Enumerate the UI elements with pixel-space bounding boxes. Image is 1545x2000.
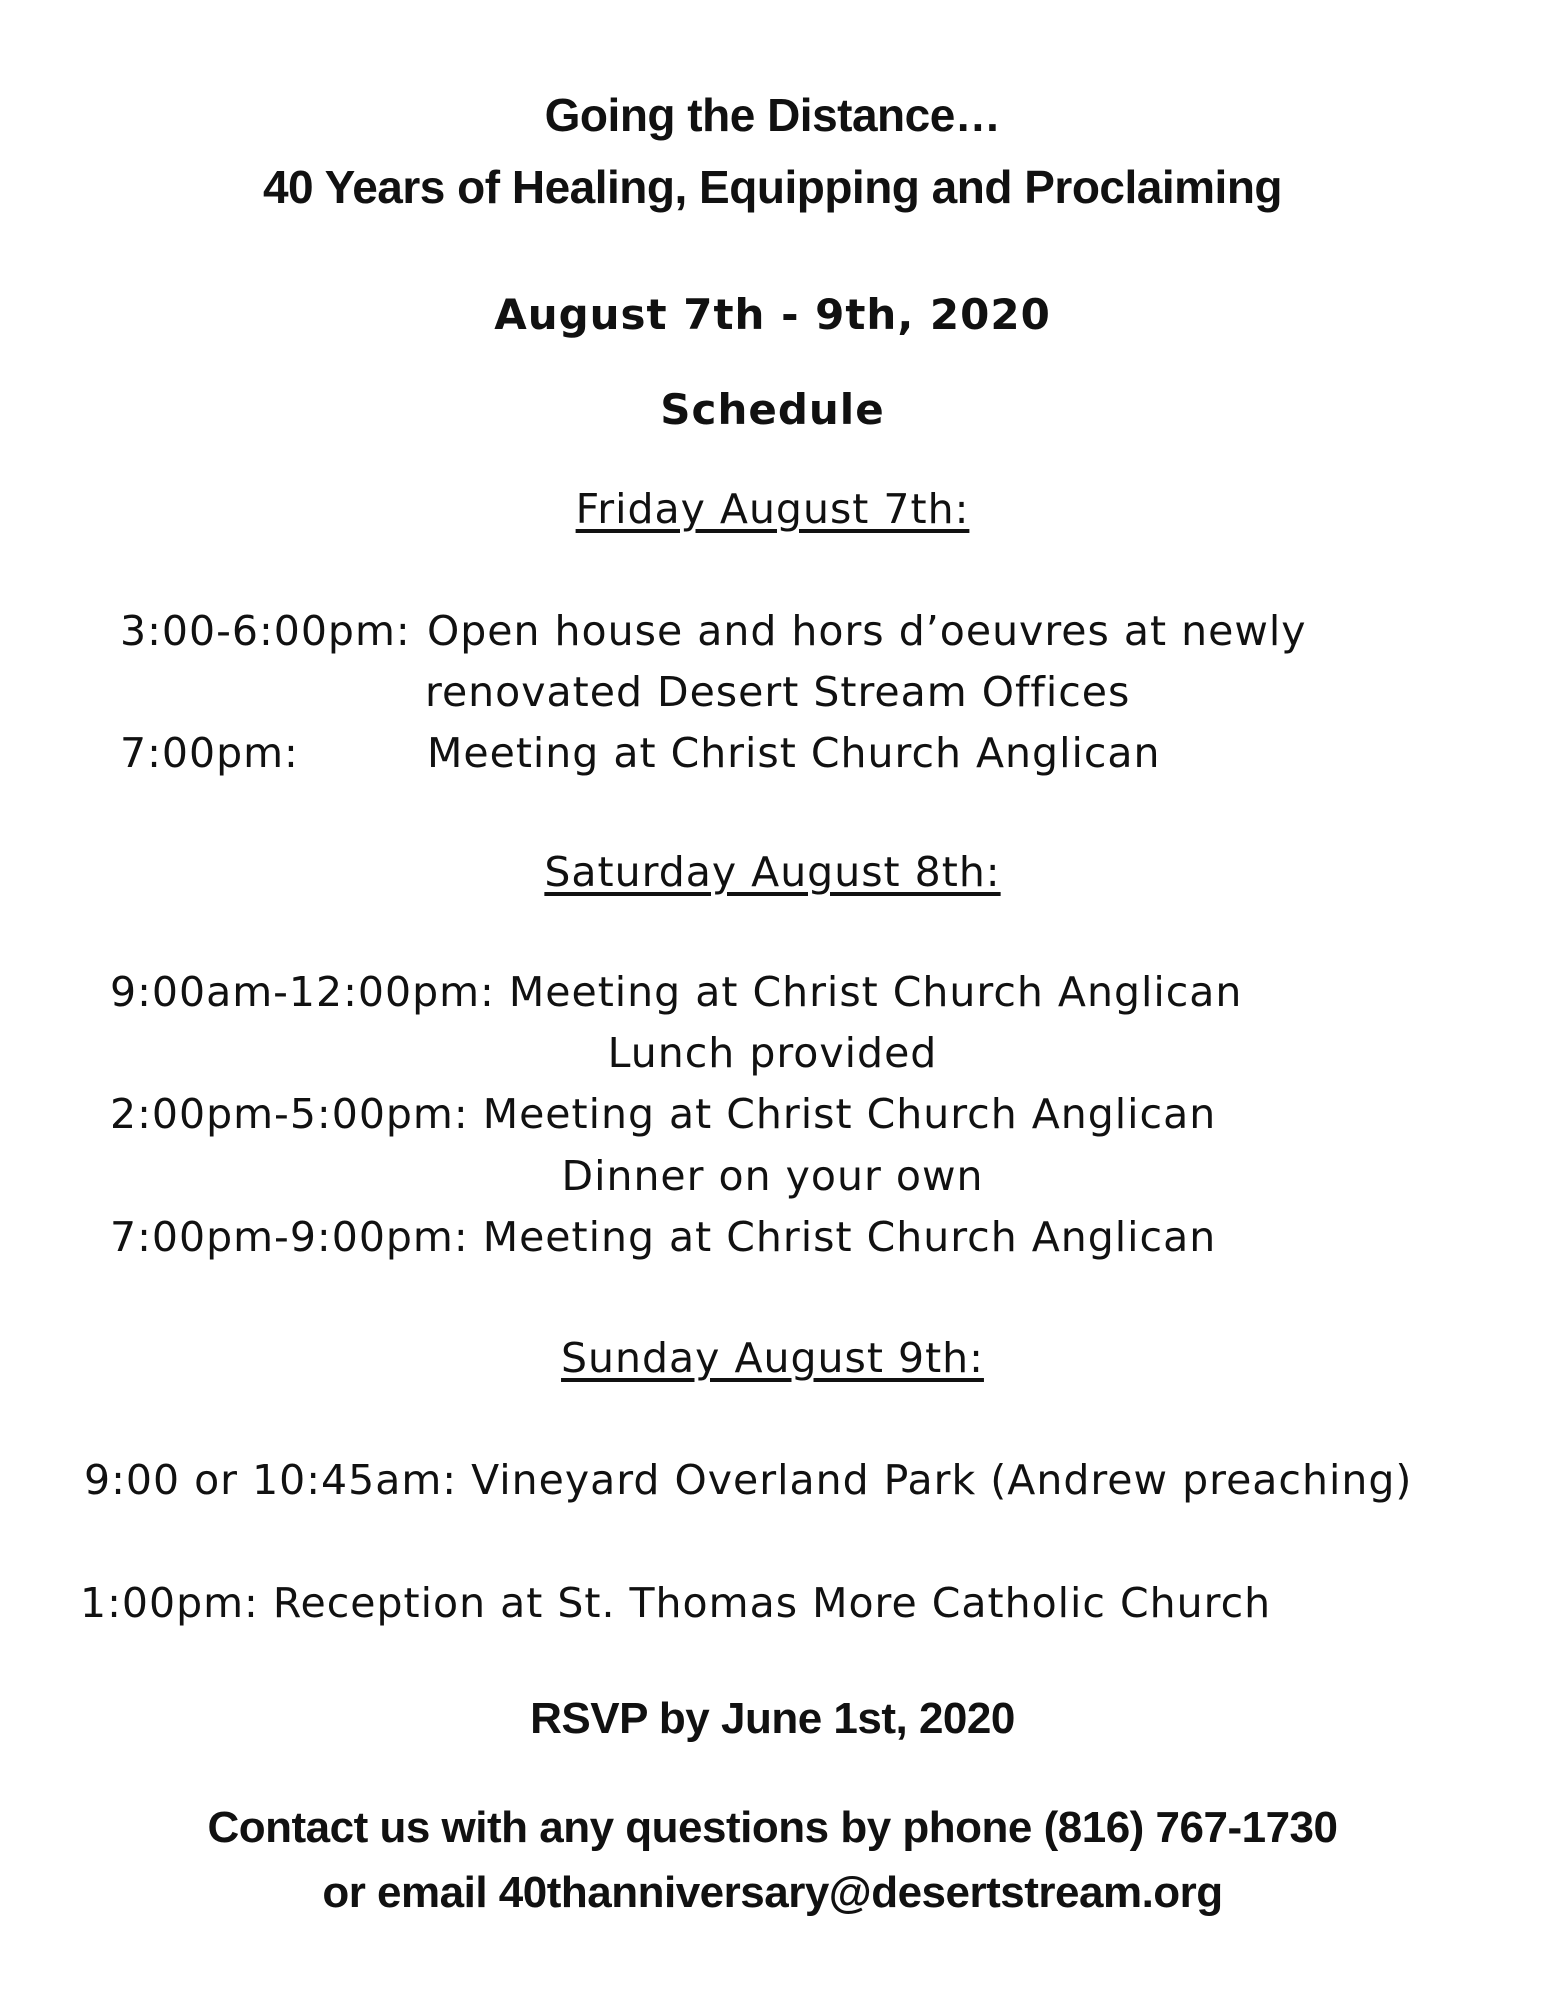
friday-entry-1-time: 3:00-6:00pm: [120,607,411,655]
saturday-dinner-note: Dinner on your own [561,1152,984,1200]
saturday-entry-1: 9:00am-12:00pm: Meeting at Christ Church Anglican [110,968,1243,1016]
friday-entry-1-desc: Open house and hors d’oeuvres at newly [427,607,1307,655]
friday-heading: Friday August 7th: [575,485,970,533]
friday-entry-1-desc-cont: renovated Desert Stream Offices [425,668,1131,716]
sunday-entry-1: 9:00 or 10:45am: Vineyard Overland Park (Andrew preaching) [84,1456,1413,1504]
event-title: Going the Distance… [544,89,1001,141]
event-subtitle: 40 Years of Healing, Equipping and Proclaiming [262,161,1283,213]
saturday-heading: Saturday August 8th: [544,848,1001,896]
friday-entry-2-desc: Meeting at Christ Church Anglican [427,729,1161,777]
saturday-entry-3: 7:00pm-9:00pm: Meeting at Christ Church Anglican [110,1213,1217,1261]
contact-phone-line: Contact us with any questions by phone (816) 767-1730 [207,1803,1338,1852]
saturday-entry-2: 2:00pm-5:00pm: Meeting at Christ Church Anglican [110,1090,1217,1138]
sunday-heading: Sunday August 9th: [561,1334,984,1382]
contact-email-line: or email 40thanniversary@desertstream.org [322,1868,1223,1917]
rsvp-deadline: RSVP by June 1st, 2020 [530,1694,1015,1743]
saturday-lunch-note: Lunch provided [607,1029,938,1077]
friday-entry-2-time: 7:00pm: [120,729,299,777]
event-dates: August 7th - 9th, 2020 [494,290,1051,339]
schedule-heading: Schedule [660,385,885,434]
sunday-entry-2: 1:00pm: Reception at St. Thomas More Catholic Church [80,1579,1272,1627]
